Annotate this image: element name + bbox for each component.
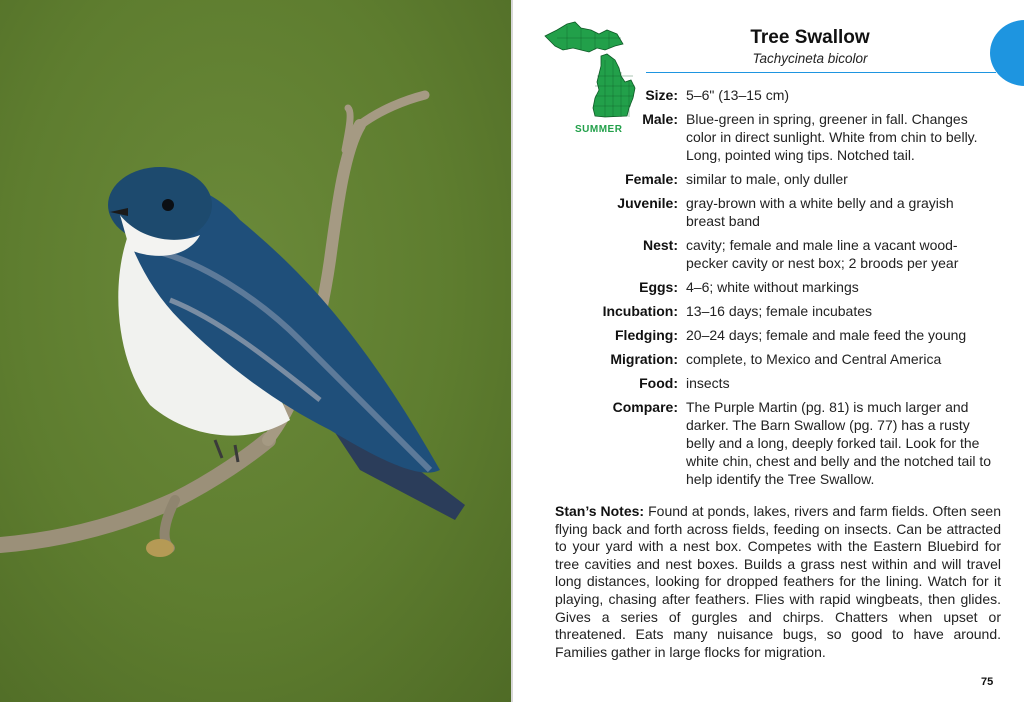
fact-row-nest [513,236,1024,272]
species-common-name: Tree Swallow [750,27,870,48]
fact-label: Nest: [642,237,678,253]
fact-label: Female: [625,171,678,187]
fact-value: 13–16 days; female incubates [686,303,873,319]
fact-row-fledging [513,326,1024,344]
fact-value: complete, to Mexico and Central America [686,351,942,367]
fact-label: Compare: [612,399,678,415]
fact-row-compare [513,398,1024,488]
fact-label: Juvenile: [617,195,678,211]
fact-value: 20–24 days; female and male feed the young [686,327,967,343]
range-season-label: SUMMER [575,124,623,135]
title-rule [646,72,996,73]
notes-label: Stan’s Notes: [555,503,645,519]
fact-label: Size: [645,87,678,103]
info-page [513,0,1024,702]
fact-label: Migration: [610,351,678,367]
fact-row-eggs [513,278,1024,296]
fact-value: Blue-green in spring, greener in fall. Changes color in direct sunlight. White from chin to belly. Long, pointed wing tips. Notched tail. [686,111,978,163]
fact-row-size [513,86,1024,104]
fact-value: insects [686,375,730,391]
stans-notes [555,503,1001,661]
fact-label: Male: [642,111,678,127]
fact-label: Incubation: [602,303,678,319]
fact-row-male [513,110,1024,164]
fact-label: Fledging: [615,327,678,343]
page-number: 75 [981,676,994,688]
fact-list [513,86,1024,494]
fact-value: cavity; female and male line a vacant wood-pecker cavity or nest box; 2 broods per year [686,237,959,271]
notes-text: Found at ponds, lakes, rivers and farm fields. Often seen flying back and forth across fields, feeding on insects. Can be attracted to your yard with a nest box. Competes with the Eastern Bluebird for tree cavities and nest boxes. Builds a grass nest within and will travel long distances, looking for dropped feathers for the lining. Watch for it playing, chasing after feathers. Flies with rapid wingbeats, then glides. Gives a series of gurgles and chirps. Chatters when upset or threatened. Eats many nuisance bugs, so good to have around. Families gather in large flocks for migration. [555,503,1001,660]
fact-label: Food: [639,375,678,391]
fact-value: The Purple Martin (pg. 81) is much larger and darker. The Barn Swallow (pg. 77) has a rusty belly and a long, deeply forked tail. Look for the white chin, chest and belly and the notched tail to help identify the Tree Swallow. [686,399,992,487]
fact-row-food [513,374,1024,392]
fact-value: 5–6" (13–15 cm) [686,87,790,103]
fact-row-migration [513,350,1024,368]
fact-value: 4–6; white without markings [686,279,859,295]
species-scientific-name: Tachycineta bicolor [752,51,868,66]
fact-row-female [513,170,1024,188]
fact-value: similar to male, only duller [686,171,848,187]
fact-label: Eggs: [639,279,678,295]
fact-value: gray-brown with a white belly and a grayish breast band [686,195,954,229]
fact-row-incubation [513,302,1024,320]
section-color-tab [990,20,1024,86]
fact-row-juvenile [513,194,1024,230]
